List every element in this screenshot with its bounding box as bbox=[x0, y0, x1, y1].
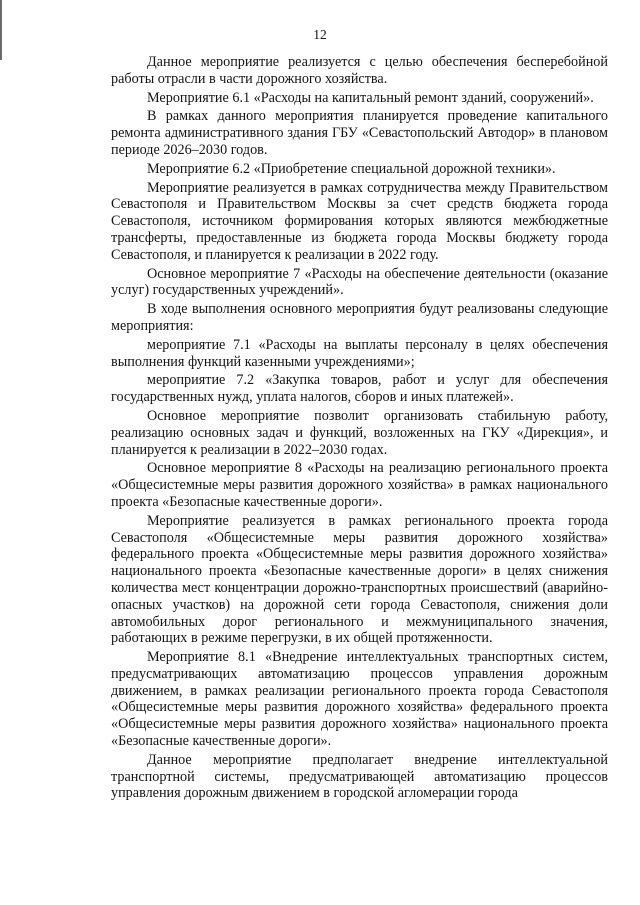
paragraph: Данное мероприятие предполагает внедрение интеллектуальной транспортной системы, предусматривающей автоматизацию процессов управления дорожным движением в городской агломерации города bbox=[111, 751, 608, 802]
page-number: 12 bbox=[313, 27, 327, 42]
paragraph: Мероприятие реализуется в рамках сотрудничества между Правительством Севастополя и Правительством Москвы за счет средств бюджета города Севастополя, источником формирования которых являются межбюджетные трансферты, предоставленные из бюджета города Москвы бюджету города Севастополя, и планируется к реализации в 2022 году. bbox=[111, 179, 608, 263]
paragraph: Данное мероприятие реализуется с целью обеспечения бесперебойной работы отрасли в части дорожного хозяйства. bbox=[111, 54, 608, 87]
paragraph: Основное мероприятие 8 «Расходы на реализацию регионального проекта «Общесистемные меры развития дорожного хозяйства» в рамках национального проекта «Безопасные качественные дороги». bbox=[111, 460, 608, 510]
paragraph: Мероприятие 8.1 «Внедрение интеллектуальных транспортных систем, предусматривающих автоматизацию процессов управления дорожным движением, в рамках реализации регионального проекта города Севастополя «Общесистемные меры развития дорожного хозяйства» федерального проекта «Общесистемные меры развития дорожного хозяйства» национального проекта «Безопасные качественные дороги». bbox=[111, 649, 608, 750]
paragraph: Основное мероприятие позволит организовать стабильную работу, реализацию основных задач и функций, возложенных на ГКУ «Дирекция», и планируется к реализации в 2022–2030 годах. bbox=[111, 407, 608, 458]
paragraph: Мероприятие реализуется в рамках регионального проекта города Севастополя «Общесистемные меры развития дорожного хозяйства» федерального проекта «Общесистемные меры развития дорожного хозяйства» национального проекта «Безопасные качественные дороги» в целях снижения количества мест концентрации дорожно-транспортных происшествий (аварийно-опасных участков) на дорожной сети города Севастополя, снижения доли автомобильных дорог регионального и межмуниципального значения, работающих в режиме перегрузки, в их общей протяженности. bbox=[111, 512, 608, 647]
paragraph: В ходе выполнения основного мероприятия будут реализованы следующие мероприятия: bbox=[111, 301, 608, 334]
document-body bbox=[111, 54, 608, 804]
paragraph: Мероприятие 6.1 «Расходы на капитальный ремонт зданий, сооружений». bbox=[147, 89, 594, 106]
paragraph: Основное мероприятие 7 «Расходы на обеспечение деятельности (оказание услуг) государственных учреждений». bbox=[111, 265, 608, 299]
paragraph: В рамках данного мероприятия планируется проведение капитального ремонта административного здания ГБУ «Севастопольский Автодор» в плановом периоде 2026–2030 годов. bbox=[111, 108, 608, 158]
paragraph: мероприятие 7.2 «Закупка товаров, работ и услуг для обеспечения государственных нужд, уплата налогов, сборов и иных платежей». bbox=[111, 372, 608, 406]
paragraph: мероприятие 7.1 «Расходы на выплаты персоналу в целях обеспечения выполнения функций казенными учреждениями»; bbox=[111, 336, 608, 370]
paragraph: Мероприятие 6.2 «Приобретение специальной дорожной техники». bbox=[147, 160, 556, 177]
